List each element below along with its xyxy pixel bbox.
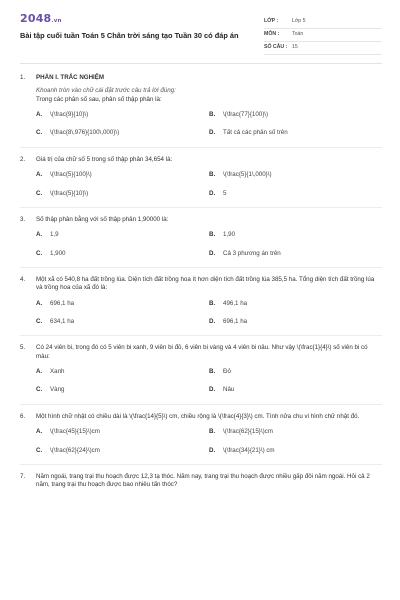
option-b[interactable]: [209, 368, 382, 376]
meta-row-subject: [264, 29, 382, 42]
option-a[interactable]: [36, 171, 209, 179]
answer-options: [36, 231, 382, 258]
document-header: [20, 0, 382, 64]
question-head: [20, 276, 382, 293]
divider: [20, 267, 382, 268]
option-letter: B.: [209, 299, 216, 307]
option-text: \(\frac{34}{21}\) cm: [223, 446, 275, 454]
option-d[interactable]: [209, 386, 382, 394]
option-c[interactable]: [36, 386, 209, 394]
meta-row-count: [264, 42, 382, 55]
option-text: 634,1 ha: [50, 318, 75, 326]
option-text: 1,90: [223, 231, 236, 239]
option-b[interactable]: [209, 111, 382, 119]
option-text: \(\frac{62}{24}\)cm: [50, 446, 100, 454]
option-text: \(\frac{5}{1\,000}\): [223, 171, 272, 179]
option-b[interactable]: [209, 300, 382, 308]
option-c[interactable]: [36, 129, 209, 137]
meta-value: 15: [292, 44, 298, 51]
option-text: \(\frac{77}{100}\): [223, 111, 269, 119]
header-left: [20, 12, 250, 63]
option-text: \(\frac{8\,976}{100\,000}\): [50, 129, 120, 137]
option-a[interactable]: [36, 111, 209, 119]
option-letter: D.: [209, 249, 216, 257]
option-c[interactable]: [36, 318, 209, 326]
option-letter: D.: [209, 129, 216, 137]
option-letter: D.: [209, 386, 216, 394]
divider: [20, 147, 382, 148]
option-letter: B.: [209, 171, 216, 179]
option-text: Tất cả các phân số trên: [223, 129, 288, 137]
answer-options: [36, 111, 382, 138]
question-head: [20, 74, 382, 82]
section-title: PHẦN I. TRẮC NGHIỆM: [36, 74, 105, 81]
question-number: 3.: [20, 215, 26, 223]
question-text: Một hình chữ nhật có chiều dài là \(\frac{14}{5}\) cm, chiều rộng là \(\frac{4}{3}\) cm. Tính nửa chu vi hình chữ nhật đó.: [36, 412, 360, 420]
option-text: Nâu: [223, 386, 235, 394]
option-letter: C.: [36, 129, 43, 137]
option-letter: A.: [36, 368, 43, 376]
question-number: 6.: [20, 412, 26, 420]
option-letter: A.: [36, 171, 43, 179]
document-title: Bài tập cuối tuần Toán 5 Chân trời sáng tạo Tuần 30 có đáp án: [20, 30, 239, 40]
option-c[interactable]: [36, 250, 209, 258]
option-letter: B.: [209, 368, 216, 376]
meta-label: MÔN :: [264, 31, 280, 38]
option-letter: C.: [36, 446, 43, 454]
question-number: 4.: [20, 275, 26, 283]
option-letter: C.: [36, 189, 43, 197]
divider: [20, 404, 382, 405]
option-letter: D.: [209, 189, 216, 197]
question-text: Trong các phân số sau, phân số thập phân là:: [36, 95, 162, 103]
question-text: Một xã có 540,8 ha đất trồng lúa. Diện tích đất trồng hoa ít hơn diện tích đất trồng lúa 385,5 ha. Tổng diện tích đất trồng lúa và trồng hoa của xã đó là:: [36, 275, 375, 292]
question-3: [20, 216, 382, 258]
option-text: 1,9: [50, 231, 59, 239]
question-number: 5.: [20, 344, 26, 352]
answer-options: [36, 171, 382, 198]
option-letter: D.: [209, 446, 216, 454]
question-1: [20, 74, 382, 138]
option-c[interactable]: [36, 447, 209, 455]
question-5: [20, 344, 382, 394]
option-d[interactable]: [209, 447, 382, 455]
option-letter: A.: [36, 428, 43, 436]
meta-row-grade: [264, 16, 382, 29]
divider: [20, 207, 382, 208]
logo-sub: .vn: [51, 18, 62, 24]
option-text: \(\frac{45}{15}\)cm: [50, 428, 100, 436]
divider: [20, 464, 382, 465]
option-text: Xanh: [50, 368, 65, 376]
question-4: [20, 276, 382, 326]
meta-label: SỐ CÂU :: [264, 44, 288, 51]
question-text: Năm ngoái, trang trại thu hoạch được 12,3 tạ thóc. Năm nay, trang trại thu hoạch được nhiều gấp đôi năm ngoái. Hỏi cả 2 năm, trang trại thu hoạch được bao nhiêu tấn thóc?: [36, 472, 370, 489]
option-letter: C.: [36, 386, 43, 394]
meta-label: LỚP :: [264, 18, 279, 25]
option-text: \(\frac{62}{15}\)cm: [223, 428, 273, 436]
option-a[interactable]: [36, 300, 209, 308]
option-text: 696,1 ha: [223, 318, 248, 326]
question-number: 1.: [20, 74, 26, 81]
question-7: [20, 473, 382, 490]
option-text: 1,900: [50, 249, 66, 257]
option-letter: C.: [36, 249, 43, 257]
option-d[interactable]: [209, 190, 382, 198]
option-d[interactable]: [209, 318, 382, 326]
option-letter: A.: [36, 299, 43, 307]
answer-options: [36, 300, 382, 327]
question-text: Giá trị của chữ số 5 trong số thập phân 34,654 là:: [36, 155, 173, 163]
answer-options: [36, 368, 382, 395]
option-text: \(\frac{5}{10}\): [50, 189, 89, 197]
option-letter: D.: [209, 318, 216, 326]
meta-value: Toán: [292, 31, 304, 38]
option-b[interactable]: [209, 428, 382, 436]
option-letter: A.: [36, 231, 43, 239]
question-head: [20, 216, 382, 224]
option-text: Đỏ: [223, 368, 231, 376]
option-text: 696,1 ha: [50, 299, 75, 307]
option-letter: B.: [209, 111, 216, 119]
option-letter: B.: [209, 231, 216, 239]
question-2: [20, 156, 382, 198]
site-logo[interactable]: [20, 12, 250, 27]
question-list: [20, 64, 382, 490]
option-a[interactable]: [36, 231, 209, 239]
question-head: [20, 156, 382, 164]
option-text: \(\frac{9}{10}\): [50, 111, 89, 119]
question-text: Có 24 viên bi, trong đó có 5 viên bi xanh, 9 viên bi đỏ, 6 viên bi vàng và 4 viên bi nâu. Như vậy \(\frac{1}{4}\) số viên bi có màu:: [36, 344, 368, 360]
question-number: 7.: [20, 472, 26, 480]
option-b[interactable]: [209, 231, 382, 239]
option-letter: B.: [209, 428, 216, 436]
option-text: 496,1 ha: [223, 299, 248, 307]
option-letter: A.: [36, 111, 43, 119]
option-text: \(\frac{5}{100}\): [50, 171, 92, 179]
option-a[interactable]: [36, 368, 209, 376]
option-d[interactable]: [209, 129, 382, 137]
option-d[interactable]: [209, 250, 382, 258]
option-a[interactable]: [36, 428, 209, 436]
meta-table: [264, 16, 382, 63]
option-text: Cả 3 phương án trên: [223, 249, 281, 257]
question-number: 2.: [20, 155, 26, 163]
question-text: Số thập phân bằng với số thập phân 1,90000 là:: [36, 215, 169, 223]
option-c[interactable]: [36, 190, 209, 198]
question-head: [20, 473, 382, 490]
instruction-note: Khoanh tròn vào chữ cái đặt trước câu trả lời đúng:: [36, 87, 176, 95]
logo-main: 2048: [20, 12, 52, 25]
option-text: Vàng: [50, 386, 65, 394]
question-head: [20, 344, 382, 361]
meta-value: Lớp 5: [292, 18, 306, 25]
divider: [20, 335, 382, 336]
option-b[interactable]: [209, 171, 382, 179]
question-head: [20, 413, 382, 421]
answer-options: [36, 428, 382, 455]
option-text: 5: [223, 189, 227, 197]
question-6: [20, 413, 382, 455]
option-letter: C.: [36, 318, 43, 326]
